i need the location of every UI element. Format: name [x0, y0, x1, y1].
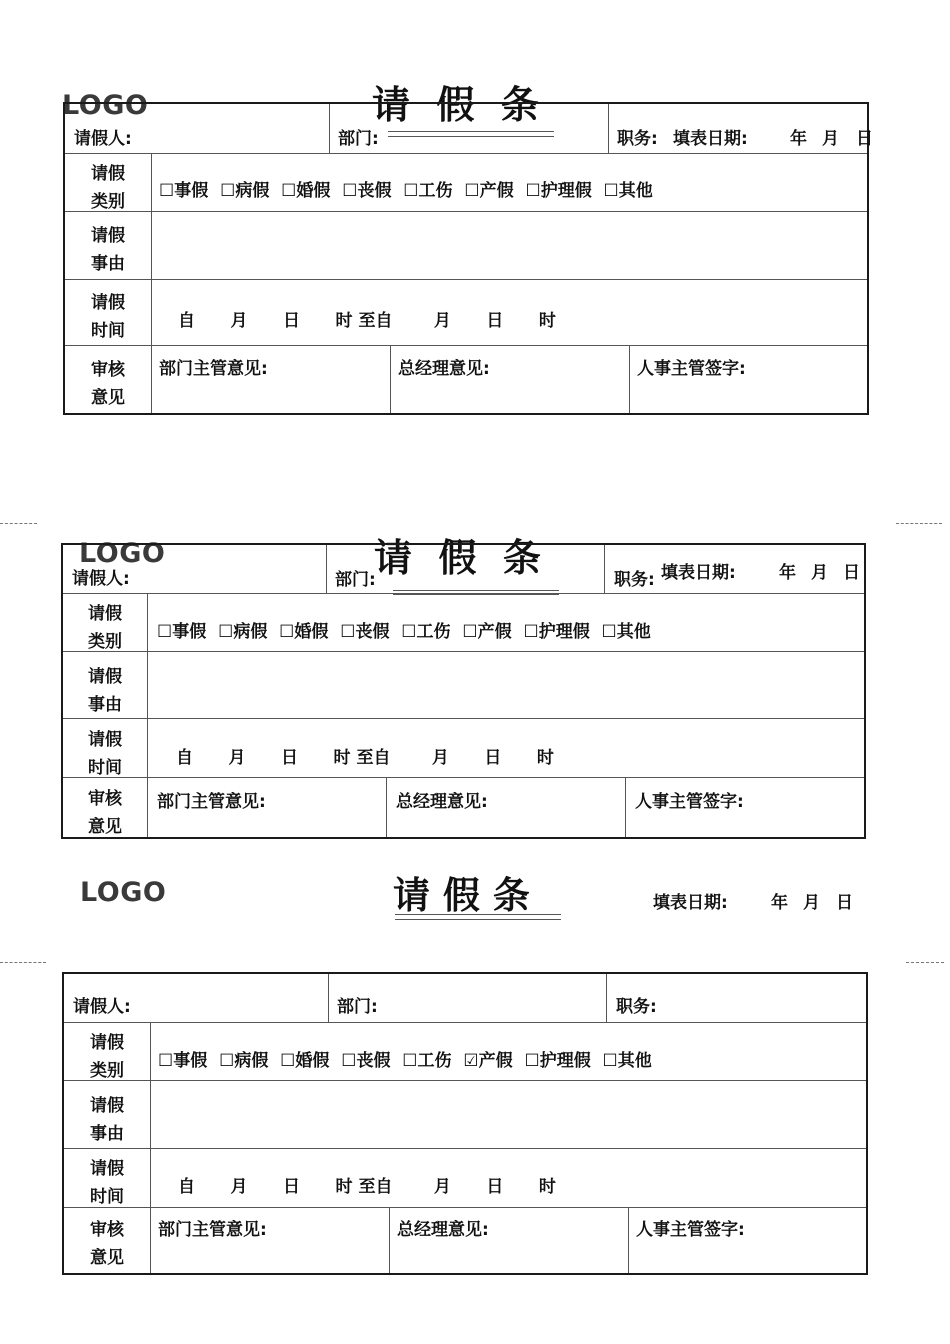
form1-day-label: 日 [856, 129, 873, 149]
form3-leave-reason-label: 请假 事由 [90, 1096, 124, 1144]
form3-hr-signature-label: 人事主管签字: [636, 1220, 745, 1240]
form3-month-label: 月 [803, 893, 820, 913]
form2-dept-opinion-label: 部门主管意见: [157, 792, 266, 812]
form2-department-label: 部门: [335, 570, 376, 590]
form3-department-label: 部门: [337, 997, 378, 1017]
form1-leave-type-label: 请假 类别 [91, 164, 125, 212]
form1-month-label: 月 [822, 129, 839, 149]
form1-title: 请 假 条 [372, 83, 539, 127]
form3-leave-type-options[interactable]: ☐事假 ☐病假 ☐婚假 ☐丧假 ☐工伤 ☑产假 ☐护理假 ☐其他 [158, 1051, 652, 1071]
form3-title: 请 假 条 [393, 874, 530, 917]
form1-gm-opinion-label: 总经理意见: [398, 359, 490, 379]
form3-leave-time-text[interactable]: 自 月 日 时 至自 月 日 时 [178, 1177, 556, 1197]
form1-date-filled-label: 填表日期: [673, 129, 748, 149]
form1-leave-reason-field[interactable] [152, 214, 866, 278]
form3-year-label: 年 [771, 893, 788, 913]
form2-day-label: 日 [843, 563, 860, 583]
form2-date-filled-label: 填表日期: [661, 563, 736, 583]
form1-leave-type-options[interactable]: ☐事假 ☐病假 ☐婚假 ☐丧假 ☐工伤 ☐产假 ☐护理假 ☐其他 [159, 181, 653, 201]
form2-hr-signature-label: 人事主管签字: [635, 792, 744, 812]
form3-logo: LOGO [80, 877, 167, 908]
form1-leave-reason-label: 请假 事由 [91, 226, 125, 274]
form2-position-label: 职务: [614, 570, 655, 590]
form1-leave-time-label: 请假 时间 [91, 293, 125, 341]
form1-hr-signature-label: 人事主管签字: [637, 359, 746, 379]
form2-leave-type-label: 请假 类别 [88, 604, 122, 652]
form1-department-field[interactable] [388, 131, 554, 132]
form2-leave-reason-label: 请假 事由 [88, 667, 122, 715]
form1-logo: LOGO [62, 90, 149, 121]
form3-leave-time-label: 请假 时间 [90, 1159, 124, 1207]
form3-leave-reason-field[interactable] [151, 1082, 866, 1146]
form2-leave-time-label: 请假 时间 [88, 730, 122, 778]
form3-day-label: 日 [836, 893, 853, 913]
form2-review-label: 审核 意见 [88, 789, 122, 837]
form1-applicant-label: 请假人: [74, 129, 132, 149]
form1-dept-opinion-label: 部门主管意见: [159, 359, 268, 379]
form1-position-label: 职务: [617, 129, 658, 149]
form2-title: 请 假 条 [374, 536, 541, 580]
form3-date-filled-label: 填表日期: [653, 893, 728, 913]
form2-department-field[interactable] [393, 590, 559, 591]
form1-leave-time-text[interactable]: 自 月 日 时 至自 月 日 时 [178, 311, 556, 331]
cut-line-2-right [906, 962, 944, 963]
form2-month-label: 月 [811, 563, 828, 583]
form2-leave-type-options[interactable]: ☐事假 ☐病假 ☐婚假 ☐丧假 ☐工伤 ☐产假 ☐护理假 ☐其他 [157, 622, 651, 642]
cut-line-2-left [0, 962, 46, 963]
form1-review-label: 审核 意见 [91, 360, 125, 408]
cut-line-1-left [0, 523, 37, 524]
form3-review-label: 审核 意见 [90, 1220, 124, 1268]
form3-position-label: 职务: [616, 997, 657, 1017]
form2-leave-time-text[interactable]: 自 月 日 时 至自 月 日 时 [176, 748, 554, 768]
form3-applicant-label: 请假人: [73, 997, 131, 1017]
form2-gm-opinion-label: 总经理意见: [396, 792, 488, 812]
form1-department-label: 部门: [338, 129, 379, 149]
form2-logo: LOGO [79, 538, 166, 569]
form3-gm-opinion-label: 总经理意见: [397, 1220, 489, 1240]
form2-leave-reason-field[interactable] [148, 653, 864, 717]
form3-leave-type-label: 请假 类别 [90, 1033, 124, 1081]
form2-year-label: 年 [779, 563, 796, 583]
form1-year-label: 年 [790, 129, 807, 149]
cut-line-1-right [896, 523, 942, 524]
form3-dept-opinion-label: 部门主管意见: [158, 1220, 267, 1240]
form2-applicant-label: 请假人: [72, 569, 130, 589]
form3-title-underline [395, 914, 561, 915]
